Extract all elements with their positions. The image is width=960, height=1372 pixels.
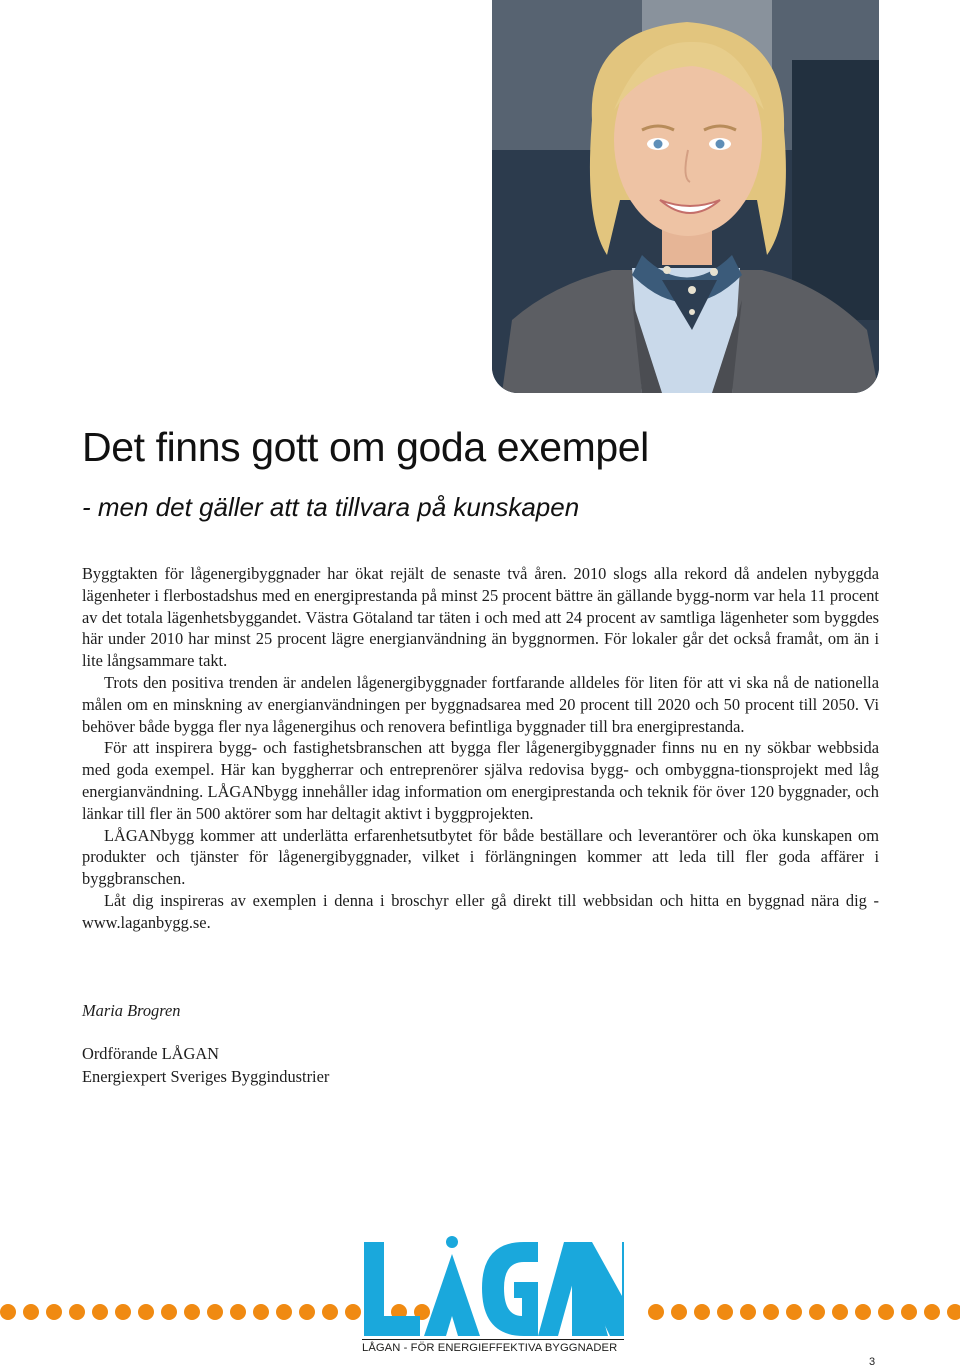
decorative-dot — [786, 1304, 802, 1320]
paragraph: För att inspirera bygg- och fastighetsbranschen att bygga fler lågenergibyggnader finns nu en ny sökbar webbsida med goda exempel. Här kan byggherrar och entreprenörer själva redovisa bygg- och ombyggna-tionsprojekt med låg energianvändning. LÅGANbygg innehåller idag information om energiprestanda och teknik för över 120 byggnader, och länkar till fler än 500 aktörer som har deltagit aktivt i byggprojekten. — [82, 738, 879, 823]
decorative-dot — [276, 1304, 292, 1320]
paragraph: Byggtakten för lågenergibyggnader har ökat rejält de senaste två åren. 2010 slogs alla rekord då andelen nybyggda lägenheter i flerbostadshus med en energiprestanda på minst 25 procent bättre än gällande bygg-norm var hela 11 procent av det totala lägenhetsbyggandet. Västra Götaland tar täten i och med att 24 procent av samtliga lägenheter som byggdes här under 2010 har minst 25 procent lägre energianvändning än byggnormen. För lokaler går det också framåt, om än i lite långsammare takt. — [82, 564, 879, 671]
page-number: 3 — [869, 1356, 876, 1368]
signature-organization: Energiexpert Sveriges Byggindustrier — [82, 1067, 330, 1086]
signature-role: Ordförande LÅGAN — [82, 1044, 219, 1063]
logo-tagline: LÅGAN - FÖR ENERGIEFFEKTIVA BYGGNADER — [362, 1339, 624, 1354]
decorative-dot — [671, 1304, 687, 1320]
decorative-dot — [92, 1304, 108, 1320]
decorative-dot — [855, 1304, 871, 1320]
portrait-photo — [492, 0, 879, 393]
signature-name: Maria Brogren — [82, 1001, 181, 1020]
decorative-dot — [253, 1304, 269, 1320]
decorative-dot — [878, 1304, 894, 1320]
lagan-logo-icon — [362, 1236, 624, 1336]
decorative-dot — [0, 1304, 16, 1320]
paragraph: Låt dig inspireras av exemplen i denna i broschyr eller gå direkt till webbsidan och hitta en byggnad nära dig - www.laganbygg.se. — [82, 890, 879, 932]
decorative-dot — [46, 1304, 62, 1320]
decorative-dot — [694, 1304, 710, 1320]
decorative-dot — [901, 1304, 917, 1320]
decorative-dot — [115, 1304, 131, 1320]
decorative-dot — [763, 1304, 779, 1320]
decorative-dot — [648, 1304, 664, 1320]
portrait-illustration — [492, 0, 879, 393]
decorative-dots-right — [648, 1304, 960, 1320]
decorative-dot — [924, 1304, 940, 1320]
decorative-dot — [161, 1304, 177, 1320]
page-subtitle: - men det gäller att ta tillvara på kunskapen — [82, 492, 580, 522]
decorative-dot — [23, 1304, 39, 1320]
decorative-dot — [69, 1304, 85, 1320]
decorative-dot — [138, 1304, 154, 1320]
decorative-dot — [717, 1304, 733, 1320]
decorative-dot — [740, 1304, 756, 1320]
decorative-dot — [345, 1304, 361, 1320]
article-body — [82, 563, 879, 934]
decorative-dot — [230, 1304, 246, 1320]
decorative-dot — [299, 1304, 315, 1320]
paragraph: Trots den positiva trenden är andelen lågenergibyggnader fortfarande alldeles för liten för att vi ska nå de nationella målen om en minskning av energianvändningen per byggnadsarea med 20 procent till 2020 och 50 procent till 2050. Vi behöver både bygga fler nya lågenergihus och renovera befintliga byggnader till bra energiprestanda. — [82, 672, 879, 736]
paragraph: LÅGANbygg kommer att underlätta erfarenhetsutbytet för både beställare och leverantörer och öka kunskapen om produkter och tjänster för lågenergibyggnader, vilket i förlängningen kommer att leda till fler goda affärer i byggbranschen. — [82, 825, 879, 889]
decorative-dot — [947, 1304, 960, 1320]
decorative-dot — [322, 1304, 338, 1320]
page-title: Det finns gott om goda exempel — [82, 424, 649, 470]
decorative-dot — [207, 1304, 223, 1320]
decorative-dot — [832, 1304, 848, 1320]
decorative-dot — [184, 1304, 200, 1320]
decorative-dot — [809, 1304, 825, 1320]
